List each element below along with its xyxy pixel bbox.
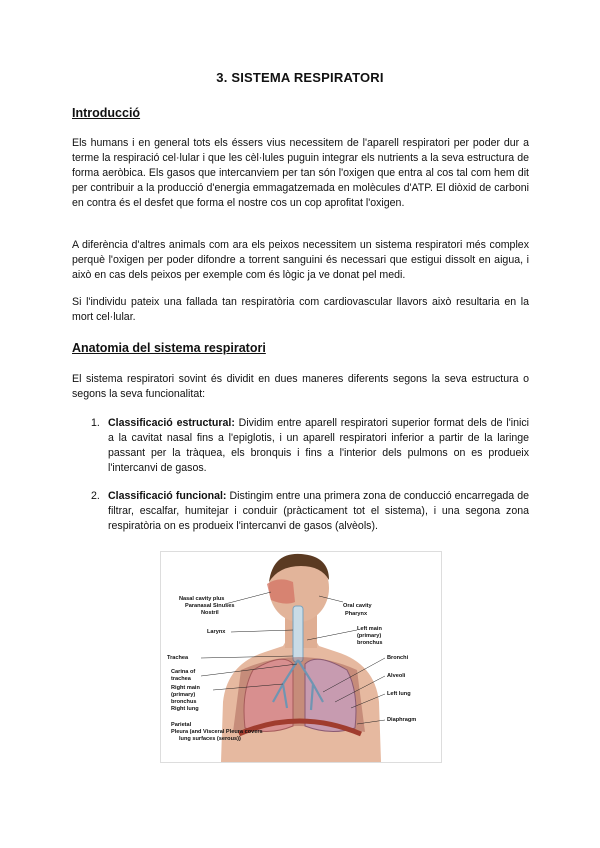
figure-label: Nasal cavity plus (179, 596, 225, 602)
figure-label: Left main (357, 626, 382, 632)
figure-label: Trachea (167, 655, 189, 661)
figure-label: lung surfaces (serous)) (179, 736, 241, 742)
figure-label: Diaphragm (387, 717, 417, 723)
trachea-shape (293, 606, 303, 662)
list-item-body (108, 416, 529, 476)
intro-paragraph-2: A diferència d'altres animals com ara els peixos necessitem un sistema respiratori més complex perquè l'oxigen per poder difondre a torrent sanguini és necessari que estigui dissolt en aigua, i això en cas dels peixos per exemple com és lògic ja ve donat pel medi. (72, 239, 529, 281)
list-item-number: 2. (91, 490, 100, 502)
figure-label: trachea (171, 676, 191, 682)
figure-label: Nostril (201, 610, 219, 616)
figure-label: Pleura (and Visceral Pleura covers (171, 729, 263, 735)
figure-label: Right lung (171, 706, 199, 712)
figure-label: Right main (171, 685, 200, 691)
page-title: 3. SISTEMA RESPIRATORI (216, 70, 384, 85)
figure-label: Parietal (171, 722, 192, 728)
list-item-number: 1. (91, 417, 100, 429)
list-item-text: Distingim entre una primera zona de conducció encarregada de filtrar, escalfar, humitejar i conduir (pràcticament tot el sistema), i una segona zona respiratòria on es produeix l'intercanvi de gasos (alvèols). (108, 490, 530, 532)
figure-label: Oral cavity (343, 603, 372, 609)
figure-label: Larynx (207, 629, 226, 635)
figure-label: Paranasal Sinuses (185, 603, 235, 609)
intro-paragraph-3: Si l'individu pateix una fallada tan respiratòria com cardiovascular llavors això resultaria en la mort cel·lular. (72, 296, 529, 323)
figure-label: Carina of (171, 669, 196, 675)
figure-label: bronchus (171, 699, 197, 705)
figure-label: Pharynx (345, 611, 368, 617)
figure-label: (primary) (171, 692, 196, 698)
section-heading-anatomy: Anatomia del sistema respiratori (72, 341, 266, 355)
figure-label: Alveoli (387, 673, 406, 679)
anatomy-paragraph-1: El sistema respiratori sovint és dividit en dues maneres diferents segons la seva estructura o segons la seva funcionalitat: (72, 373, 529, 400)
figure-label: bronchus (357, 640, 383, 646)
list-item-term: Classificació funcional: (108, 490, 227, 502)
section-heading-introduction: Introducció (72, 106, 141, 120)
nasal-cavity-shape (267, 579, 295, 603)
list-item-text: Dividim entre aparell respiratori superior format dels de l'inici a la cavitat nasal fins a l'epiglotis, i un aparell respiratori inferior a partir de la laringe passant per la tràquea, els bronquis i fins a l'interior dels pulmons on es produeix l'intercanvi de gasos. (108, 417, 529, 474)
figure-label: Left lung (387, 691, 411, 697)
list-item-term: Classificació estructural: (108, 417, 235, 429)
respiratory-system-figure (160, 551, 442, 763)
intro-paragraph-1: Els humans i en general tots els éssers vius necessitem de l'aparell respiratori per poder dur a terme la respiració cel·lular i que les cèl·lules puguin integrar els nutrients a la seva estructura de forma aeròbica. Els gasos que intercanviem per tan són l'oxigen que entra al cos tal com hem dit per contribuir a la producció d'energia emmagatzemada en molècules d'ATP. El diòxid de carboni en contra és el desfet que forma el nostre cos un cop aprofitat l'oxigen. (72, 137, 529, 209)
figure-label: Bronchi (387, 655, 409, 661)
list-item-body (108, 489, 529, 534)
figure-label: (primary) (357, 633, 382, 639)
